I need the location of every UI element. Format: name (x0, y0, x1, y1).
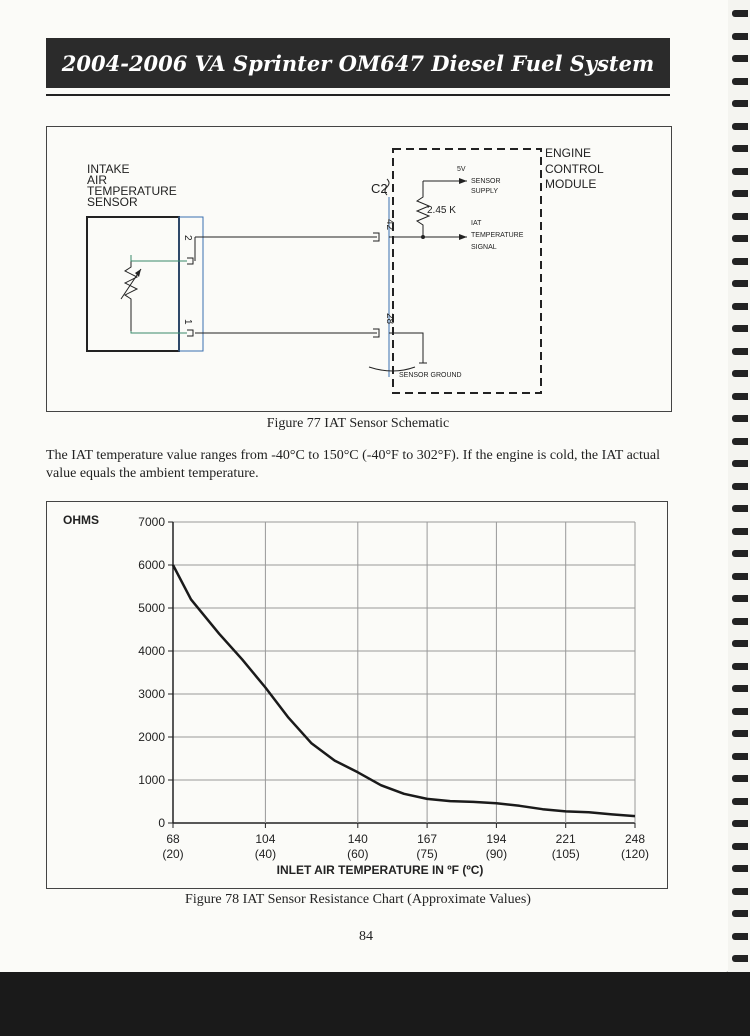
x-tick-label-celsius: (105) (551, 847, 580, 861)
y-tick-label: 3000 (138, 687, 165, 701)
y-tick-label: 1000 (138, 773, 165, 787)
chart-grid (168, 522, 635, 828)
sensor-pin-1: 1 (182, 319, 193, 325)
x-tick-label: 194 (486, 832, 507, 846)
spiral-coil (732, 168, 748, 175)
sensor-box (87, 217, 179, 351)
x-tick-label: 104 (255, 832, 276, 846)
spiral-coil (732, 123, 748, 130)
ecm-label-line: CONTROL (545, 162, 604, 176)
y-tick-labels (138, 515, 165, 830)
spiral-coil (732, 775, 748, 782)
spiral-coil (732, 438, 748, 445)
x-tick-label-celsius: (120) (620, 847, 650, 861)
spiral-coil (732, 730, 748, 737)
spiral-coil (732, 865, 748, 872)
x-tick-label-celsius: (40) (254, 847, 277, 861)
spiral-coil (732, 10, 748, 17)
ground-label: SENSOR GROUND (399, 372, 462, 379)
x-tick-label-celsius: (75) (416, 847, 438, 861)
figure-77-caption: Figure 77 IAT Sensor Schematic (266, 416, 450, 431)
spiral-coil (732, 843, 748, 850)
y-tick-label: 7000 (138, 515, 165, 529)
x-tick-label: 167 (417, 832, 438, 846)
x-tick-label: 248 (624, 832, 646, 846)
resistance-chart (47, 502, 667, 888)
figure-78-caption: Figure 78 IAT Sensor Resistance Chart (Approximate Values) (185, 892, 531, 907)
page-number: 84 (359, 929, 373, 944)
ecm-label-line: MODULE (545, 177, 597, 191)
spiral-coil (732, 640, 748, 647)
spiral-coil (732, 325, 748, 332)
body-paragraph: The IAT temperature value ranges from -40°C to 150°C (-40°F to 302°F). If the engine is cold, the IAT actual value equals the ambient temperature. (46, 448, 661, 481)
ecm-pin-42: 42 (384, 219, 395, 231)
spiral-coil (732, 483, 748, 490)
spiral-coil (732, 573, 748, 580)
y-tick-label: 5000 (138, 601, 165, 615)
spiral-coil (732, 910, 748, 917)
header-rule (46, 94, 670, 96)
sensor-pin-2: 2 (182, 235, 193, 241)
schematic-diagram (47, 127, 671, 411)
y-axis-label: OHMS (63, 513, 99, 527)
supply-label: SUPPLY (471, 188, 499, 195)
sensor-label-line: AIR (87, 173, 108, 187)
x-tick-label: 221 (555, 832, 576, 846)
spiral-coil (732, 460, 748, 467)
sensor-label-line: INTAKE (87, 162, 130, 176)
spiral-coil (732, 798, 748, 805)
spiral-coil (732, 708, 748, 715)
thermistor-symbol (125, 255, 137, 331)
spiral-coil (732, 685, 748, 692)
x-axis-label: INLET AIR TEMPERATURE IN ºF (ºC) (276, 863, 484, 877)
y-tick-label: 6000 (138, 558, 165, 572)
sensor-label-line: TEMPERATURE (87, 184, 177, 198)
spiral-coil (732, 955, 748, 962)
spiral-coil (732, 100, 748, 107)
ecm-label-line: ENGINE (545, 146, 592, 160)
y-tick-label: 2000 (138, 730, 165, 744)
spiral-coil (732, 33, 748, 40)
connector-label: C2 (371, 181, 388, 196)
y-tick-label: 0 (158, 816, 165, 830)
spiral-coil (732, 348, 748, 355)
ecm-box (393, 149, 541, 393)
spiral-coil (732, 213, 748, 220)
spiral-coil (732, 280, 748, 287)
signal-label: IAT (471, 220, 482, 227)
spiral-coil (732, 303, 748, 310)
resistance-chart-figure (46, 501, 668, 889)
spiral-coil (732, 190, 748, 197)
spiral-coil (732, 78, 748, 85)
spiral-coil (732, 370, 748, 377)
spiral-coil (732, 55, 748, 62)
spiral-coil (732, 258, 748, 265)
spiral-coil (732, 550, 748, 557)
spiral-coil (732, 528, 748, 535)
spiral-coil (732, 618, 748, 625)
iat-schematic-figure (46, 126, 672, 412)
spiral-coil (732, 663, 748, 670)
supply-voltage: 5V (457, 166, 466, 173)
spiral-coil (732, 888, 748, 895)
signal-label: TEMPERATURE (471, 232, 524, 239)
x-tick-label: 68 (166, 832, 180, 846)
x-tick-labels (162, 832, 649, 861)
spiral-coil (732, 235, 748, 242)
pullup-resistor-value: 2.45 K (427, 205, 456, 216)
ecm-pin-28: 28 (384, 313, 395, 325)
page-title: 2004-2006 VA Sprinter OM647 Diesel Fuel System (61, 50, 655, 76)
spiral-coil (732, 753, 748, 760)
spiral-binding (728, 0, 750, 972)
x-tick-label-celsius: (60) (347, 847, 369, 861)
x-tick-label: 140 (347, 832, 368, 846)
x-tick-label-celsius: (90) (485, 847, 508, 861)
spiral-coil (732, 595, 748, 602)
signal-label: SIGNAL (471, 244, 497, 251)
sensor-label-line: SENSOR (87, 195, 138, 209)
x-tick-label-celsius: (20) (162, 847, 184, 861)
spiral-coil (732, 820, 748, 827)
spiral-coil (732, 415, 748, 422)
supply-label: SENSOR (471, 178, 501, 185)
spiral-coil (732, 933, 748, 940)
spiral-coil (732, 505, 748, 512)
page-header (46, 38, 670, 88)
spiral-coil (732, 145, 748, 152)
spiral-coil (732, 393, 748, 400)
y-tick-label: 4000 (138, 644, 165, 658)
